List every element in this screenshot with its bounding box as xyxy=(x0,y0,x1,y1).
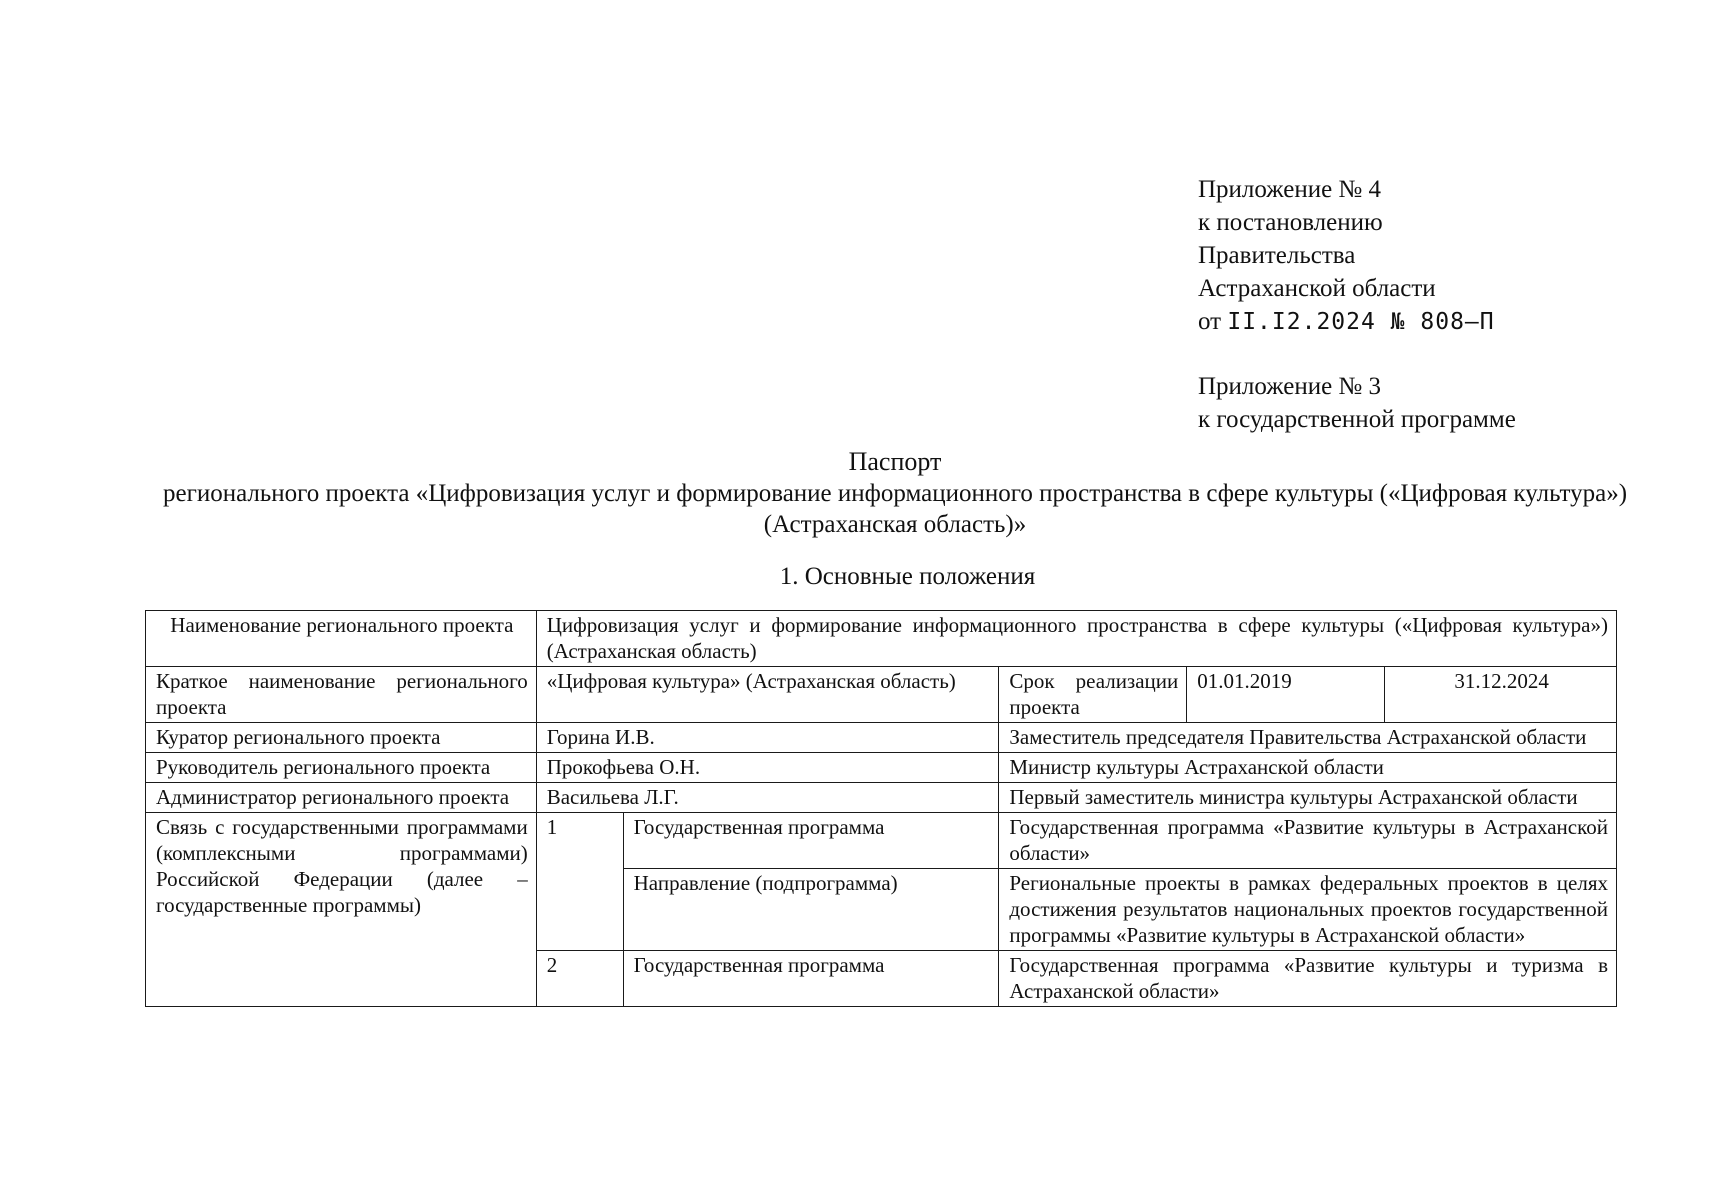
appendix-3-block xyxy=(1198,370,1516,436)
row-head-label: Руководитель регионального проекта xyxy=(146,753,537,783)
table-row xyxy=(146,611,1617,667)
passport-table xyxy=(145,610,1617,1007)
table-row xyxy=(146,667,1617,723)
row-head-name: Прокофьева О.Н. xyxy=(536,753,999,783)
link-2-value: Государственная программа «Развитие культуры и туризма в Астраханской области» xyxy=(999,951,1617,1007)
row-admin-name: Васильева Л.Г. xyxy=(536,783,999,813)
table-row xyxy=(146,753,1617,783)
link-1-number: 1 xyxy=(536,813,623,951)
row-curator-name: Горина И.В. xyxy=(536,723,999,753)
row-admin-position: Первый заместитель министра культуры Астраханской области xyxy=(999,783,1617,813)
appendix-4-date-line xyxy=(1198,305,1495,339)
appendix-4-line-1: Приложение № 4 xyxy=(1198,176,1382,203)
section-heading: 1. Основные положения xyxy=(779,563,1036,590)
table-row xyxy=(146,723,1617,753)
row-admin-label: Администратор регионального проекта xyxy=(146,783,537,813)
title-project-name: регионального проекта «Цифровизация услуг и формирование информационного пространства в сфере культуры («Цифровая культура») (Астраханская область)» xyxy=(162,480,1628,538)
row-short-start-date: 01.01.2019 xyxy=(1187,667,1385,723)
appendix-3-line-1: Приложение № 3 xyxy=(1198,373,1382,400)
link-2-type: Государственная программа xyxy=(623,951,999,1007)
link-1-type: Государственная программа xyxy=(623,813,999,869)
row-name-value: Цифровизация услуг и формирование информационного пространства в сфере культуры («Цифровая культура») (Астраханская область) xyxy=(536,611,1616,667)
table-row xyxy=(146,783,1617,813)
document-title xyxy=(160,446,1630,540)
title-passport: Паспорт xyxy=(848,447,942,476)
link-1-value: Государственная программа «Развитие культуры в Астраханской области» xyxy=(999,813,1617,869)
link-1-sub-type: Направление (подпрограмма) xyxy=(623,869,999,951)
row-curator-position: Заместитель председателя Правительства Астраханской области xyxy=(999,723,1617,753)
table-row xyxy=(146,813,1617,869)
row-short-end-date: 31.12.2024 xyxy=(1385,667,1617,723)
row-curator-label: Куратор регионального проекта xyxy=(146,723,537,753)
row-head-position: Министр культуры Астраханской области xyxy=(999,753,1617,783)
appendix-3-line-2: к государственной программе xyxy=(1198,406,1516,433)
row-link-label: Связь с государственными программами (комплексными программами) Российской Федерации (далее – государственные программы) xyxy=(146,813,537,1007)
row-name-label: Наименование регионального проекта xyxy=(146,611,537,667)
link-1-sub-value: Региональные проекты в рамках федеральных проектов в целях достижения результатов национальных проектов государственной программы «Развитие культуры в Астраханской области» xyxy=(999,869,1617,951)
row-short-term-label: Срок реализации проекта xyxy=(999,667,1187,723)
appendix-4-block xyxy=(1198,173,1495,339)
appendix-4-line-2: к постановлению xyxy=(1198,209,1383,236)
appendix-4-date-value: II.I2.2024 № 808–П xyxy=(1227,309,1495,335)
link-2-number: 2 xyxy=(536,951,623,1007)
row-short-value: «Цифровая культура» (Астраханская область) xyxy=(536,667,999,723)
row-short-label: Краткое наименование регионального проекта xyxy=(146,667,537,723)
appendix-4-line-3: Правительства xyxy=(1198,242,1356,269)
appendix-4-date-prefix: от xyxy=(1198,308,1222,335)
appendix-4-line-4: Астраханской области xyxy=(1198,275,1436,302)
